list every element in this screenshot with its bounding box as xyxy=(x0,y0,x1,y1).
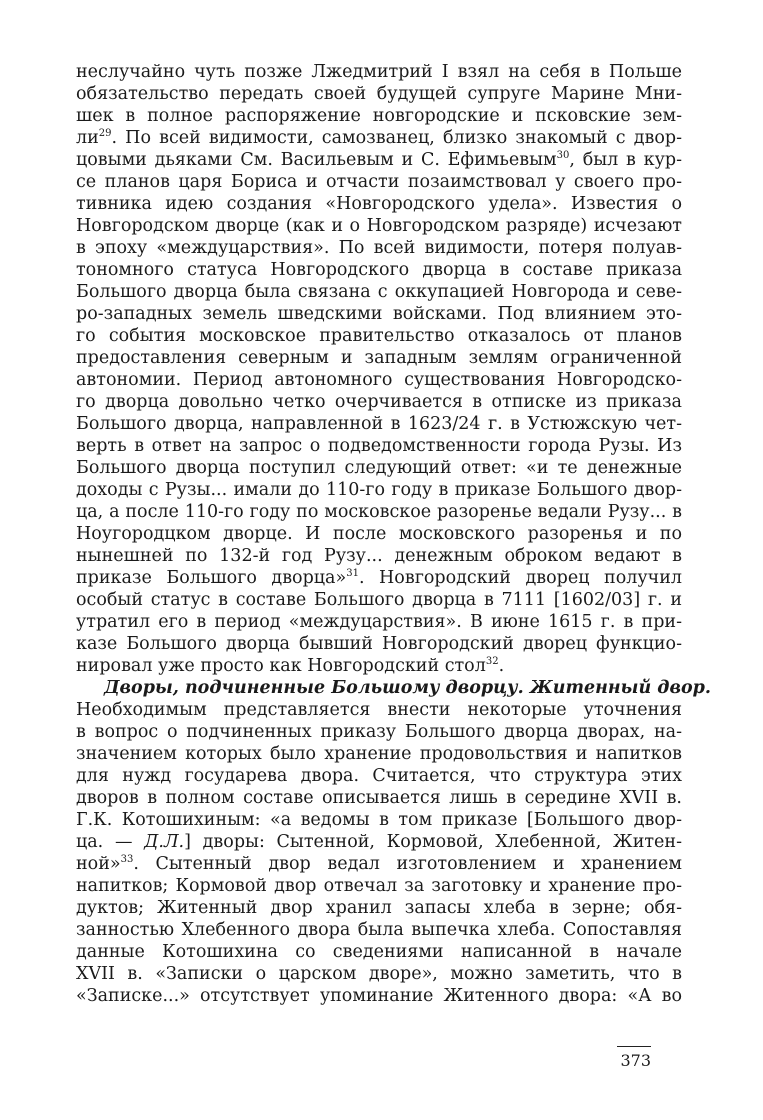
text-segment: ] дворы: Сытенной, Кормовой, Хлебенной, Житен- xyxy=(184,832,682,852)
text-segment: неслучайно чуть позже Лжедмитрий I взял на себя в Польше xyxy=(76,62,682,82)
page-body-text xyxy=(76,61,711,1007)
text-line xyxy=(76,567,682,589)
text-segment: занностью Хлебенного двора была выпечка хлеба. Сопоставляя xyxy=(76,920,682,940)
text-segment: для нужд государева двора. Считается, что структура этих xyxy=(76,766,682,786)
text-line xyxy=(76,413,682,435)
text-line xyxy=(76,699,682,721)
text-line xyxy=(76,655,682,677)
text-segment: Дворы, подчиненные Большому дворцу. Житенный двор. xyxy=(104,678,711,698)
footnote-ref: 30 xyxy=(556,150,570,161)
text-line xyxy=(76,237,682,259)
text-line xyxy=(76,369,682,391)
text-line xyxy=(76,831,682,853)
text-segment: Большого дворца, направленной в 1623/24 г. в Устюжскую чет- xyxy=(76,414,682,434)
text-segment: ца, а после 110-го году по московское разоренье ведали Рузу... в xyxy=(76,502,682,522)
text-line xyxy=(76,127,682,149)
text-line xyxy=(76,853,682,875)
text-line xyxy=(76,391,682,413)
text-segment: доходы с Рузы... имали до 110-го году в приказе Большого двор- xyxy=(76,480,682,500)
text-segment: Новгородском дворце (как и о Новгородском разряде) исчезают xyxy=(76,216,682,236)
text-line xyxy=(76,259,682,281)
text-segment: ли xyxy=(76,128,99,148)
footnote-ref: 29 xyxy=(98,128,112,139)
text-line xyxy=(76,897,682,919)
text-segment: цовыми дьяками См. Васильевым и С. Ефимьевым xyxy=(76,150,557,170)
text-segment: Большого дворца была связана с оккупацией Новгорода и севе- xyxy=(76,282,682,302)
text-segment: , был в кур- xyxy=(569,150,682,170)
text-line xyxy=(76,501,682,523)
text-segment: . Сытенный двор ведал изготовлением и хранением xyxy=(133,854,682,874)
text-segment: в вопрос о подчиненных приказу Большого дворца дворах, на- xyxy=(76,722,682,742)
text-segment: особый статус в составе Большого дворца в 7111 [1602/03] г. и xyxy=(76,590,682,610)
text-line xyxy=(76,721,682,743)
text-line xyxy=(76,149,682,171)
text-segment: XVII в. «Записки о царском дворе», можно заметить, что в xyxy=(76,964,682,984)
text-line xyxy=(76,545,682,567)
footnote-ref: 33 xyxy=(120,854,134,865)
text-line xyxy=(76,435,682,457)
text-line xyxy=(76,523,682,545)
italic-initials: Д.Л. xyxy=(144,832,185,852)
text-line xyxy=(76,919,682,941)
text-segment: Необходимым представляется внести некоторые уточнения xyxy=(76,700,682,720)
text-line xyxy=(76,589,682,611)
text-line xyxy=(76,303,682,325)
text-line xyxy=(76,347,682,369)
text-segment: нынешней по 132-й год Рузу... денежным оброком ведают в xyxy=(76,546,682,566)
text-segment: го дворца довольно четко очерчивается в отписке из приказа xyxy=(76,392,682,412)
text-segment: приказе Большого дворца» xyxy=(76,568,347,588)
text-line xyxy=(76,193,682,215)
text-segment: шек в полное распоряжение новгородские и псковские зем- xyxy=(76,106,682,126)
text-segment: дуктов; Житенный двор хранил запасы хлеба в зерне; обя- xyxy=(76,898,682,918)
text-line xyxy=(76,743,682,765)
text-segment: нировал уже просто как Новгородский стол xyxy=(76,656,486,676)
text-line xyxy=(76,83,682,105)
text-segment: тивника идею создания «Новгородского удела». Известия о xyxy=(76,194,682,214)
text-segment: Ноугородцком дворце. И после московского разоренья и по xyxy=(76,524,682,544)
text-line xyxy=(76,787,682,809)
text-line xyxy=(76,215,682,237)
text-segment: напитков; Кормовой двор отвечал за заготовку и хранение про- xyxy=(76,876,682,896)
text-segment: ро-западных земель шведскими войсками. Под влиянием это- xyxy=(76,304,682,324)
text-segment: се планов царя Бориса и отчасти позаимствовал у своего про- xyxy=(76,172,682,192)
text-segment: дворов в полном составе описывается лишь в середине XVII в. xyxy=(76,788,682,808)
text-segment: Г.К. Котошихиным: «а ведомы в том приказе [Большого двор- xyxy=(76,810,682,830)
text-segment: . Новгородский дворец получил xyxy=(358,568,682,588)
text-segment: обязательство передать своей будущей супруге Марине Мни- xyxy=(76,84,682,104)
text-segment: данные Котошихина со сведениями написанной в начале xyxy=(76,942,682,962)
text-line xyxy=(76,985,682,1007)
text-segment: ца. — xyxy=(76,832,145,852)
text-line xyxy=(76,61,682,83)
text-line xyxy=(76,875,682,897)
footnote-ref: 32 xyxy=(485,656,499,667)
text-line xyxy=(76,171,682,193)
text-segment: казе Большого дворца бывший Новгородский дворец функцио- xyxy=(76,634,682,654)
footnote-ref: 31 xyxy=(346,568,359,579)
text-line xyxy=(76,325,682,347)
section-heading xyxy=(76,677,711,699)
text-line xyxy=(76,105,682,127)
text-line xyxy=(76,281,682,303)
text-line xyxy=(76,611,682,633)
text-line xyxy=(76,963,682,985)
text-segment: верть в ответ на запрос о подведомственности города Рузы. Из xyxy=(76,436,682,456)
text-line xyxy=(76,809,682,831)
text-line xyxy=(76,941,682,963)
text-segment: тономного статуса Новгородского дворца в составе приказа xyxy=(76,260,682,280)
text-segment: . По всей видимости, самозванец, близко знакомый с двор- xyxy=(111,128,682,148)
text-segment: ной» xyxy=(76,854,121,874)
text-segment: значением которых было хранение продовольствия и напитков xyxy=(76,744,682,764)
text-line xyxy=(76,765,682,787)
text-segment: предоставления северным и западным землям ограниченной xyxy=(76,348,682,368)
text-segment: автономии. Период автономного существования Новгородско- xyxy=(76,370,682,390)
page-number: 373 xyxy=(617,1046,651,1071)
text-segment: . xyxy=(498,656,505,676)
text-segment: го события московское правительство отказалось от планов xyxy=(76,326,682,346)
text-segment: утратил его в период «междуцарствия». В июне 1615 г. в при- xyxy=(76,612,682,632)
text-line xyxy=(76,457,682,479)
text-segment: Большого дворца поступил следующий ответ: «и те денежные xyxy=(76,458,682,478)
text-segment: в эпоху «междуцарствия». По всей видимости, потеря полуав- xyxy=(76,238,682,258)
text-line xyxy=(76,479,682,501)
text-line xyxy=(76,633,682,655)
text-segment: «Записке...» отсутствует упоминание Житенного двора: «А во xyxy=(76,986,682,1006)
